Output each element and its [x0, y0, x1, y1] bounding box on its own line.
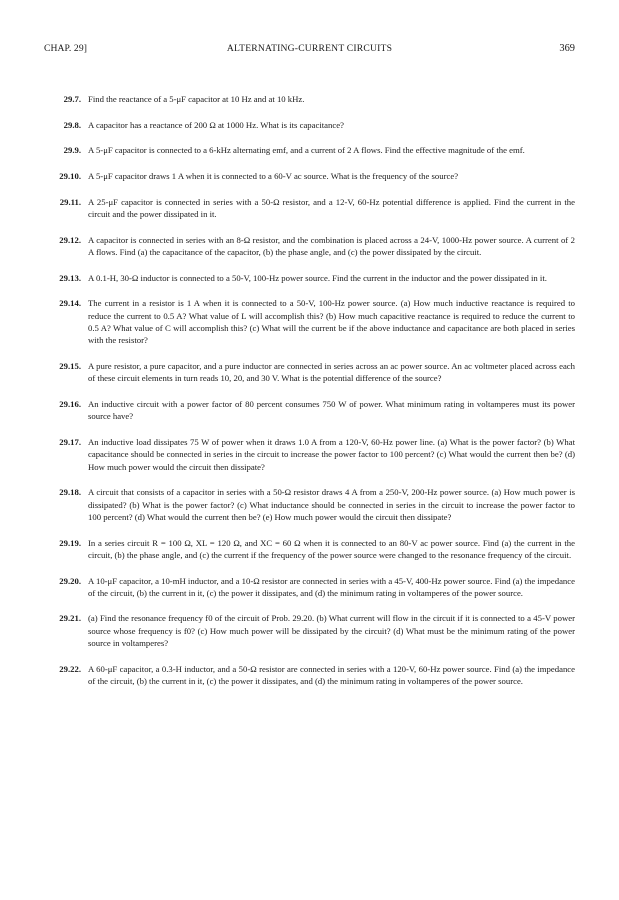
problem-number: 29.9. — [63, 145, 81, 156]
problem-item — [44, 486, 575, 523]
problem-item — [44, 537, 575, 562]
problem-item — [44, 663, 575, 688]
problem-number: 29.13. — [59, 272, 81, 283]
problem-item — [44, 272, 575, 284]
problem-text: A 60-μF capacitor, a 0.3-H inductor, and a 50-Ω resistor are connected in series with a 120-V, 60-Hz power source. Find (a) the impedance of the circuit, (b) the current in it, (c) the power it dissipates, and (d) the minimum rating in voltamperes of the power source. — [88, 663, 575, 687]
problem-item — [44, 234, 575, 259]
problem-text: An inductive circuit with a power factor of 80 percent consumes 750 W of power. What minimum rating in voltamperes must its power source have? — [88, 398, 575, 422]
problem-item — [44, 360, 575, 385]
problem-number: 29.22. — [59, 663, 81, 674]
problem-text: A pure resistor, a pure capacitor, and a pure inductor are connected in series across an ac power source. An ac voltmeter placed across each of these circuit elements in turn reads 10, 20, and 30 V. What is the potential difference of the source? — [88, 360, 575, 384]
page-header — [44, 43, 575, 57]
problem-text: Find the reactance of a 5-μF capacitor at 10 Hz and at 10 kHz. — [88, 94, 305, 104]
problem-text: A 5-μF capacitor is connected to a 6-kHz alternating emf, and a current of 2 A flows. Find the effective magnitude of the emf. — [88, 145, 525, 156]
problem-list — [44, 93, 575, 701]
problem-text: A 0.1-H, 30-Ω inductor is connected to a 50-V, 100-Hz power source. Find the current in the inductor and the power dissipated in it. — [88, 272, 547, 283]
problem-number: 29.17. — [59, 436, 81, 447]
problem-item — [44, 436, 575, 473]
problem-number: 29.20. — [59, 575, 81, 586]
problem-item — [44, 144, 575, 156]
problem-text: The current in a resistor is 1 A when it is connected to a 50-V, 100-Hz power source. (a) How much inductive reactance is required to reduce the current to 0.5 A? What value of L will accomplish this? (b) How much capacitive reactance is required to reduce the current to 0.5 A? What value of C will accomplish this? (c) What will the current be if the above inductance and capacitance are both placed in series with the resistor? — [88, 298, 575, 346]
problem-item — [44, 196, 575, 221]
problem-text: A 10-μF capacitor, a 10-mH inductor, and a 10-Ω resistor are connected in series with a 45-V, 400-Hz power source. Find (a) the impedance of the circuit, (b) the current in it, (c) the power it dissipates, and (d) the minimum rating in voltamperes of the power source. — [88, 575, 575, 598]
problem-text: An inductive load dissipates 75 W of power when it draws 1.0 A from a 120-V, 60-Hz power line. (a) What is the power factor? (b) What capacitance should be connected in series in the circuit to increase the power factor to 100 percent? (c) What would the current then be? (d) How much power would the circuit then dissipate? — [88, 436, 575, 472]
problem-number: 29.7. — [63, 94, 81, 104]
chapter-label: CHAP. 29] — [44, 43, 88, 54]
problem-number: 29.18. — [59, 487, 81, 498]
problem-text: In a series circuit R = 100 Ω, XL = 120 Ω, and XC = 60 Ω when it is connected to an 80-V ac power source. Find (a) the current in the circuit, (b) the phase angle, and (c) the current if the frequency of the power source were changed to the resonance frequency of the circuit. — [88, 537, 575, 560]
problem-number: 29.19. — [59, 537, 81, 548]
problem-item — [44, 575, 575, 600]
problem-text: A 5-μF capacitor draws 1 A when it is connected to a 60-V ac source. What is the frequency of the source? — [88, 171, 459, 182]
problem-item — [44, 612, 575, 649]
page-number: 369 — [559, 43, 575, 54]
problem-item — [44, 297, 575, 346]
problem-item — [44, 170, 575, 182]
problem-number: 29.16. — [59, 398, 81, 409]
problem-number: 29.10. — [59, 171, 81, 182]
problem-number: 29.11. — [59, 196, 81, 207]
problem-number: 29.8. — [63, 119, 81, 130]
problem-text: A circuit that consists of a capacitor in series with a 50-Ω resistor draws 4 A from a 250-V, 200-Hz power source. (a) How much power is dissipated? (b) What is the power factor? (c) What inductance should be connected in series in the circuit to increase the power factor to 100 percent? (d) What would the current then be? (e) How much power would the circuit then dissipate? — [88, 487, 575, 522]
problem-item — [44, 398, 575, 423]
problem-text: A 25-μF capacitor is connected in series with a 50-Ω resistor, and a 12-V, 60-Hz potential difference is applied. Find the current in the circuit and the power dissipated in it. — [88, 196, 575, 220]
problem-number: 29.14. — [59, 298, 81, 309]
running-title: ALTERNATING-CURRENT CIRCUITS — [226, 43, 393, 54]
problem-number: 29.15. — [59, 360, 81, 371]
problem-text: (a) Find the resonance frequency f0 of the circuit of Prob. 29.20. (b) What current will flow in the circuit if it is connected to a 45-V power source whose frequency is f0? (c) How much power will be dissipated by the circuit? (d) What must be the minimum rating of the power source in voltamperes? — [88, 613, 575, 649]
problem-item — [44, 119, 575, 131]
problem-number: 29.12. — [59, 234, 81, 245]
problem-item — [44, 93, 575, 105]
problem-text: A capacitor is connected in series with an 8-Ω resistor, and the combination is placed across a 24-V, 1000-Hz power source. A current of 2 A flows. Find (a) the capacitance of the capacitor, (b) the phase angle, and (c) the power dissipated by the circuit. — [88, 234, 575, 258]
problem-text: A capacitor has a reactance of 200 Ω at 1000 Hz. What is its capacitance? — [88, 119, 344, 130]
problem-number: 29.21. — [59, 613, 81, 624]
